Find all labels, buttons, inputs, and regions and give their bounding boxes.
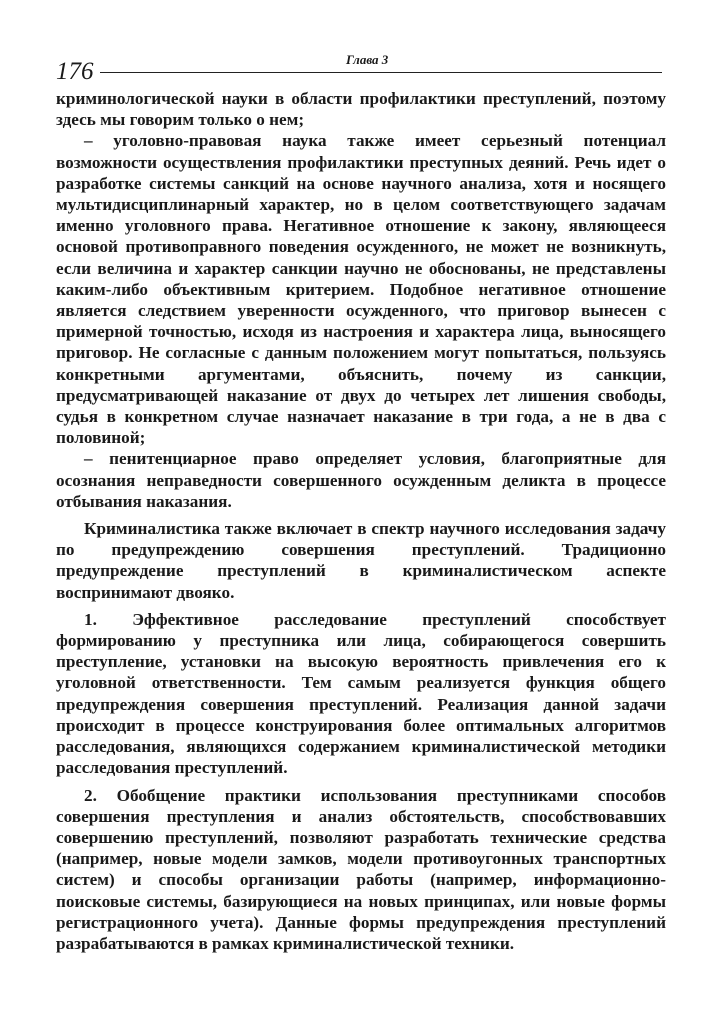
paragraph-penitentiary-law: – пенитенциарное право определяет условия, благоприятные для осознания неправедности совершенного осужденным деликта в процессе отбывания наказания.	[56, 449, 666, 511]
paragraph-item-1: 1. Эффективное расследование преступлений способствует формированию у преступника или лица, собирающегося совершить преступление, установки на высокую вероятность привлечения его к уголовной ответственности. Тем самым реализуется функция общего предупреждения совершения преступлений. Реализация данной задачи происходит в процессе конструирования более оптимальных алгоритмов расследования, являющихся содержанием криминалистической методики расследования преступлений.	[56, 609, 666, 778]
page-number: 176	[56, 58, 94, 85]
chapter-title: Глава 3	[346, 52, 389, 67]
paragraph-continuation: криминологической науки в области профилактики преступлений, поэтому здесь мы говорим только о нем;	[56, 89, 666, 130]
running-head	[56, 52, 666, 88]
header-rule	[100, 72, 662, 73]
body-text	[56, 88, 666, 954]
paragraph-criminal-law-science: – уголовно-правовая наука также имеет серьезный потенциал возможности осуществления профилактики преступных деяний. Речь идет о разработке системы санкций на основе научного анализа, хотя и носящего мультидисциплинарный характер, но в целом соответствующего задачам именно уголовного права. Негативное отношение к закону, являющееся основой противоправного поведения осужденного, не может не возникнуть, если величина и характер санкции научно не обоснованы, не представлены каким-либо объективным критерием. Подобное негативное отношение является следствием уверенности осужденного, что приговор вынесен с примерной точностью, исходя из настроения и характера лица, выносящего приговор. Не согласные с данным положением могут попытаться, пользуясь конкретными аргументами, объяснить, почему из санкции, предусматривающей наказание от двух до четырех лет лишения свободы, судья в конкретном случае назначает наказание в три года, а не в два с половиной;	[56, 131, 666, 448]
paragraph-criminalistics: Криминалистика также включает в спектр научного исследования задачу по предупреждению совершения преступлений. Традиционно предупреждение преступлений в криминалистическом аспекте воспринимают двояко.	[56, 519, 666, 602]
paragraph-item-2: 2. Обобщение практики использования преступниками способов совершения преступления и анализ обстоятельств, способствовавших совершению преступлений, позволяют разработать технические средства (например, новые модели замков, модели противоугонных транспортных систем) и способы организации работы (например, информационно-поисковые системы, базирующиеся на новых принципах, или новые формы регистрационного учета). Данные формы предупреждения преступлений разрабатываются в рамках криминалистической техники.	[56, 785, 666, 953]
book-page	[56, 52, 666, 1012]
